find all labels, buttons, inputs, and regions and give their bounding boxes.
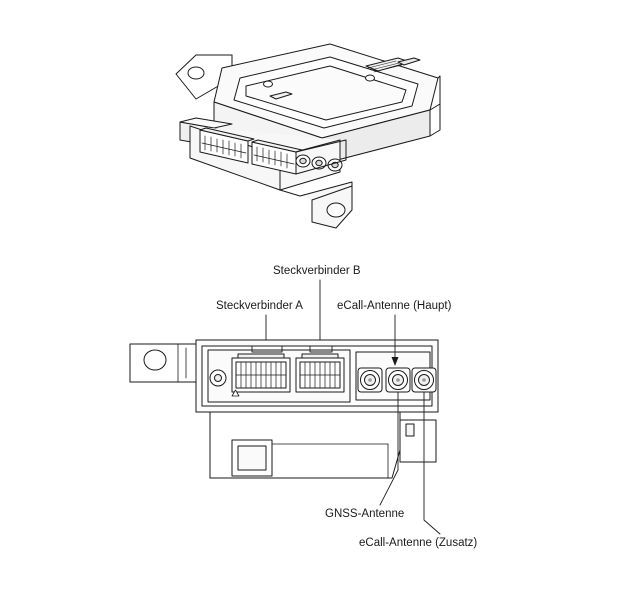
callout-label-steckverbinder-b: Steckverbinder B [273, 265, 361, 277]
callout-label-steckverbinder-a: Steckverbinder A [216, 300, 303, 312]
coax-ports [358, 368, 436, 392]
callout-label-ecall-antenne-zusatz: eCall-Antenne (Zusatz) [359, 537, 478, 549]
callout-label-ecall-antenne-haupt: eCall-Antenne (Haupt) [337, 300, 452, 312]
front-view [130, 340, 438, 478]
callout-label-gnss-antenne: GNSS-Antenne [325, 508, 405, 520]
isometric-view [176, 44, 440, 228]
